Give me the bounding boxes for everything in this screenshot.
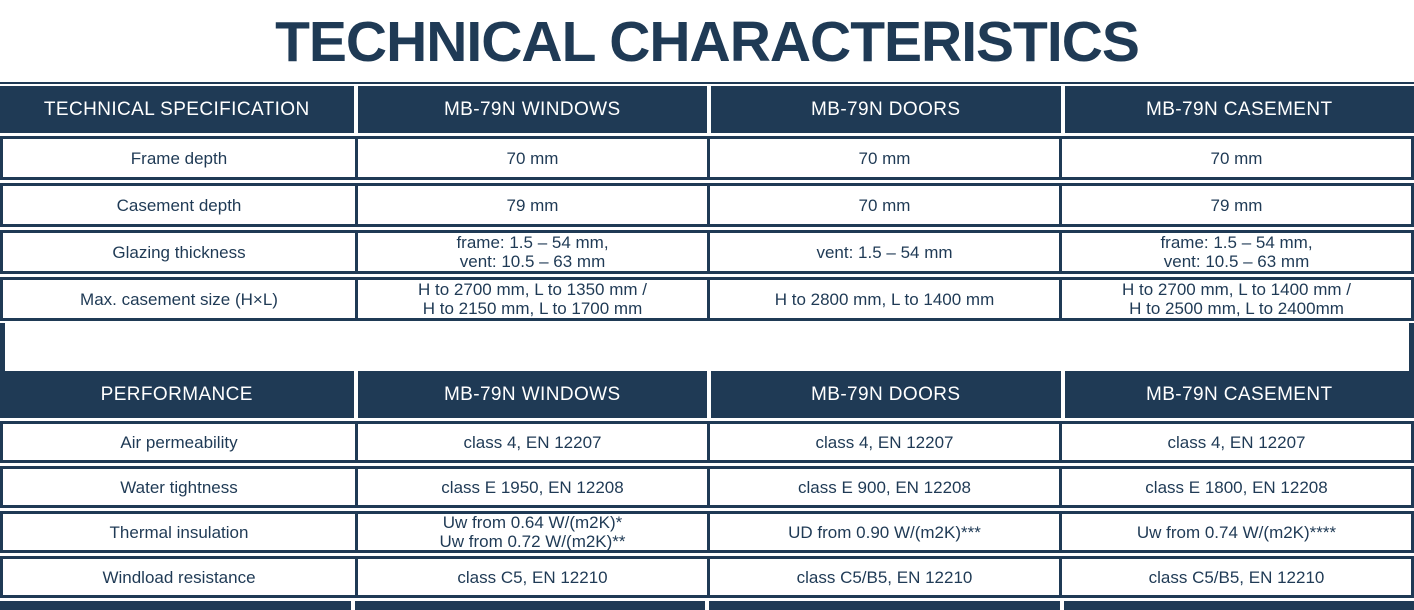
table-row (0, 230, 1414, 274)
table-gap-spacer (0, 323, 1414, 371)
value-cell: H to 2700 mm, L to 1400 mm / H to 2500 mm, L to 2400mm (1059, 280, 1411, 318)
header-cell-performance: PERFORMANCE (0, 371, 354, 418)
value-cell: H to 2700 mm, L to 1350 mm / H to 2150 mm, L to 1700 mm (355, 280, 707, 318)
header-cell-casement: MB-79N CASEMENT (1061, 371, 1414, 418)
table-row (0, 466, 1414, 508)
value-cell: 79 mm (355, 186, 707, 224)
value-cell: vent: 1.5 – 54 mm (707, 233, 1059, 271)
row-label-cell: Frame depth (3, 139, 355, 177)
value-cell: Uw from 0.64 W/(m2K)* Uw from 0.72 W/(m2K)** (355, 514, 707, 550)
row-label-cell: Thermal insulation (3, 514, 355, 550)
table-row (0, 511, 1414, 553)
table-row (0, 183, 1414, 227)
row-label-cell: Casement depth (3, 186, 355, 224)
value-cell: class 4, EN 12207 (1059, 424, 1411, 460)
row-label-cell: Air permeability (3, 424, 355, 460)
value-cell: class E 1950, EN 12208 (355, 469, 707, 505)
specification-table (0, 86, 1414, 321)
table-row (0, 556, 1414, 598)
value-cell: class E 1800, EN 12208 (1059, 469, 1411, 505)
header-cell-casement: MB-79N CASEMENT (1061, 86, 1414, 133)
value-cell: 70 mm (1059, 139, 1411, 177)
value-cell: class C5/B5, EN 12210 (707, 559, 1059, 595)
value-cell: class 4, EN 12207 (355, 424, 707, 460)
header-cell-windows: MB-79N WINDOWS (354, 86, 708, 133)
performance-table-body (0, 421, 1414, 598)
value-cell: class E 900, EN 12208 (707, 469, 1059, 505)
header-cell-windows: MB-79N WINDOWS (354, 371, 708, 418)
specification-table-header (0, 86, 1414, 133)
value-cell: frame: 1.5 – 54 mm, vent: 10.5 – 63 mm (1059, 233, 1411, 271)
title-divider-rule (0, 82, 1414, 84)
table-row (0, 136, 1414, 180)
header-cell-doors: MB-79N DOORS (707, 371, 1061, 418)
row-label-cell: Max. casement size (H×L) (3, 280, 355, 318)
value-cell: 70 mm (355, 139, 707, 177)
value-cell: class C5, EN 12210 (355, 559, 707, 595)
row-label-cell: Water tightness (3, 469, 355, 505)
value-cell: 70 mm (707, 139, 1059, 177)
value-cell: Uw from 0.74 W/(m2K)**** (1059, 514, 1411, 550)
header-cell-doors: MB-79N DOORS (707, 86, 1061, 133)
value-cell: frame: 1.5 – 54 mm, vent: 10.5 – 63 mm (355, 233, 707, 271)
table-row (0, 277, 1414, 321)
performance-table-header (0, 371, 1414, 418)
value-cell: class C5/B5, EN 12210 (1059, 559, 1411, 595)
value-cell: UD from 0.90 W/(m2K)*** (707, 514, 1059, 550)
performance-table (0, 371, 1414, 598)
row-label-cell: Windload resistance (3, 559, 355, 595)
value-cell: H to 2800 mm, L to 1400 mm (707, 280, 1059, 318)
value-cell: class 4, EN 12207 (707, 424, 1059, 460)
value-cell: 79 mm (1059, 186, 1411, 224)
specification-table-body (0, 136, 1414, 321)
page-title: TECHNICAL CHARACTERISTICS (0, 0, 1414, 82)
value-cell: 70 mm (707, 186, 1059, 224)
table-row (0, 421, 1414, 463)
header-cell-technical-specification: TECHNICAL SPECIFICATION (0, 86, 354, 133)
row-label-cell: Glazing thickness (3, 233, 355, 271)
